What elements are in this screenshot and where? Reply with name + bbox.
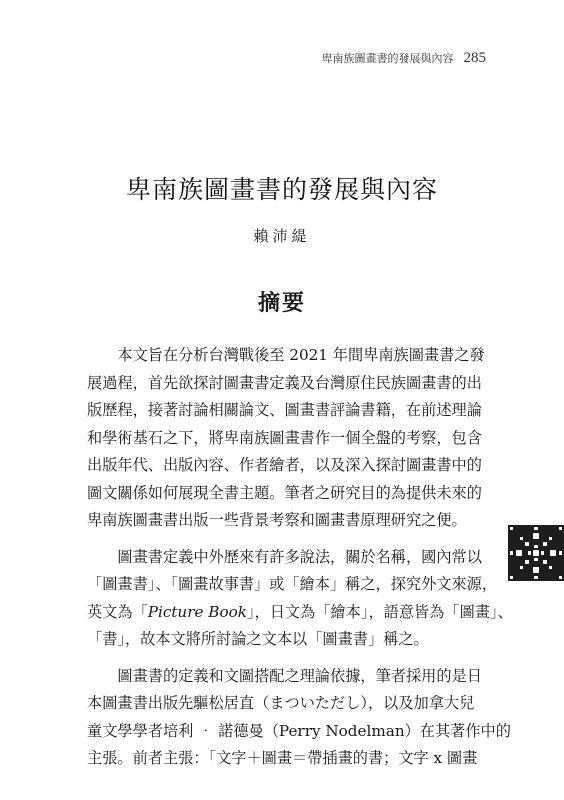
running-title: 卑南族圖畫書的發展與內容 [321, 52, 454, 65]
text-line: 和學術基石之下，將卑南族圖畫書作一個全盤的考察，包含 [87, 428, 482, 447]
text-line: 「書」，故本文將所討論之文本以「圖畫書」稱之。 [87, 630, 429, 648]
text-line: 出版年代、出版內容、作者繪者，以及深入探討圖畫書中的 [87, 456, 482, 474]
abstract-body [87, 342, 513, 782]
article-title: 卑南族圖畫書的發展與內容 [125, 175, 438, 204]
paragraph-3 [87, 663, 511, 773]
text-line: 主張。前者主張：「文字＋圖畫＝帶插畫的書；文字 x 圖畫 [87, 749, 478, 767]
text-line: 展過程，首先欲探討圖畫書定義及台灣原住民族圖畫書的出 [87, 373, 482, 392]
text-line: 童文學學者培利 ‧ 諾德曼（Perry Nodelman）在其著作中的 [87, 721, 511, 740]
text-line: 卑南族圖畫書出版一些背景考察和圖畫書原理研究之便。 [87, 511, 467, 529]
page-number: 285 [463, 50, 486, 66]
paragraph-2 [87, 544, 513, 654]
text-line: 版歷程，接著討論相關論文、圖畫書評論書籍，在前述理論 [87, 401, 482, 419]
abstract-heading: 摘要 [257, 291, 306, 316]
woven-pattern-icon [508, 525, 564, 581]
text-line: 「圖畫書」、「圖畫故事書」或「繪本」稱之，探究外文來源， [87, 575, 498, 593]
running-head [322, 50, 487, 67]
side-tab [508, 525, 564, 581]
text-line: 圖畫書定義中外歷來有許多說法，關於名稱，國內常以 [117, 547, 482, 566]
text-line: 圖畫書的定義和文圖搭配之理論依據，筆者採用的是日 [117, 666, 482, 685]
text-line: 本圖畫書出版先驅松居直（まついただし），以及加拿大兒 [87, 694, 475, 712]
text-line: 英文為「Picture Book」，日文為「繪本」，語意皆為「圖畫」、 [87, 602, 513, 621]
paragraph-1 [87, 342, 487, 535]
text-line: 本文旨在分析台灣戰後至 2021 年間卑南族圖畫書之發 [117, 346, 485, 364]
text-line: 圖文關係如何展現全書主題。筆者之研究目的為提供未來的 [87, 483, 482, 502]
article-author: 賴沛緹 [253, 227, 311, 245]
